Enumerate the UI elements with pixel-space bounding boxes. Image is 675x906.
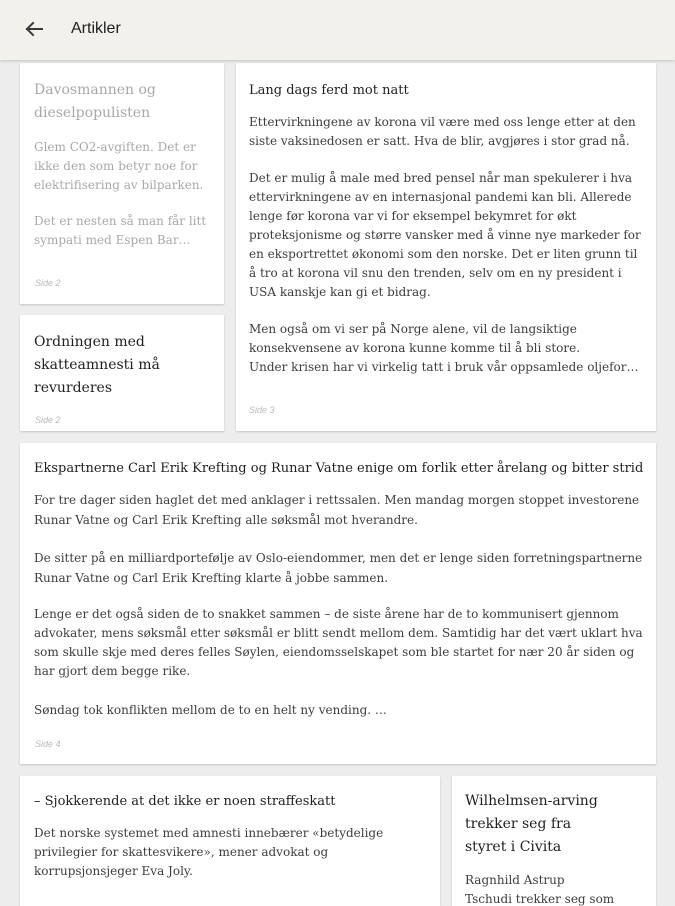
article-title: Lang dags ferd mot natt bbox=[249, 83, 409, 98]
page-title: Artikler bbox=[71, 20, 121, 37]
article-paragraph: For tre dager siden haglet det med anklager i rettssalen. Men mandag morgen stoppet investorene Runar Vatne og Carl Erik Krefting alle søksmål mot hverandre. bbox=[34, 493, 640, 527]
article-paragraph: Men også om vi ser på Norge alene, vil de langsiktige konsekvensene av korona kunne komme til å bli store. bbox=[249, 322, 581, 355]
page-number: Side 3 bbox=[249, 405, 275, 415]
article-card-ekspartnerne[interactable] bbox=[20, 443, 656, 764]
article-card-wilhelmsen[interactable] bbox=[452, 776, 656, 906]
article-card-skatteamnesti[interactable] bbox=[20, 315, 224, 431]
app-bar bbox=[0, 0, 675, 60]
article-paragraph: Under krisen har vi virkelig tatt i bruk vår oppsamlede oljefor… bbox=[249, 360, 639, 374]
article-card-davosmannen[interactable] bbox=[20, 63, 224, 304]
article-paragraph: Søndag tok konflikten mellom de to en helt ny vending. … bbox=[34, 703, 387, 717]
article-title: Ekspartnerne Carl Erik Krefting og Runar Vatne enige om forlik etter årelang og bitter strid bbox=[34, 461, 644, 476]
article-title: Ordningen med skatteamnesti må revurderes bbox=[34, 334, 160, 396]
page-number: Side 2 bbox=[35, 278, 61, 288]
page-number: Side 4 bbox=[35, 739, 61, 749]
page-number: Side 2 bbox=[35, 415, 61, 425]
article-paragraph: Det er mulig å male med bred pensel når man spekulerer i hva ettervirkningene av en internasjonal pandemi kan bli. Allerede lenge før korona var vi for eksempel bekymret for økt proteksjonisme og større vansker med å vinne nye markeder for en eksportrettet økonomi som den norske. Det er liten grunn til å tro at korona vil snu den trenden, selv om en ny president i USA kanskje kan gi et bidrag. bbox=[249, 171, 641, 299]
article-paragraph: De sitter på en milliardportefølje av Oslo-eiendommer, men det er lenge siden forretningspartnerne Runar Vatne og Carl Erik Krefting klarte å jobbe sammen. bbox=[34, 551, 643, 585]
article-paragraph: Det norske systemet med amnesti innebærer «betydelige privilegier for skattesvikere», mener advokat og korrupsjonsjeger Eva Joly. bbox=[34, 826, 384, 878]
article-paragraph: Lenge er det også siden de to snakket sammen – de siste årene har de to kommunisert gjennom advokater, mens søksmål etter søksmål er blitt sendt mellom dem. Samtidig har det vært uklart hva som skulle skje med deres felles Søylen, eiendomsselskapet som ble startet for nær 20 år siden og har gjort dem begge rike. bbox=[34, 607, 643, 678]
article-title: Wilhelmsen-arving trekker seg fra styret i Civita bbox=[465, 793, 598, 855]
arrow-left-icon bbox=[22, 17, 46, 41]
article-paragraph: Ettervirkningene av korona vil være med oss lenge etter at den siste vaksinedosen er satt. Hva de blir, avgjøres i stor grad nå. bbox=[249, 115, 636, 148]
article-paragraph: Glem CO2-avgiften. Det er ikke den som betyr noe for elektrifisering av bilparken. bbox=[34, 140, 204, 192]
article-paragraph: Ragnhild Astrup Tschudi trekker seg som bbox=[465, 873, 615, 906]
back-button[interactable] bbox=[22, 17, 46, 41]
article-title: Davosmannen og dieselpopulisten bbox=[34, 82, 156, 121]
article-card-lang-dags-ferd[interactable] bbox=[236, 63, 656, 431]
article-card-sjokkerende[interactable] bbox=[20, 776, 440, 906]
article-paragraph: Det er nesten så man får litt sympati med Espen Bar… bbox=[34, 214, 207, 247]
article-title: – Sjokkerende at det ikke er noen straffeskatt bbox=[34, 794, 336, 809]
